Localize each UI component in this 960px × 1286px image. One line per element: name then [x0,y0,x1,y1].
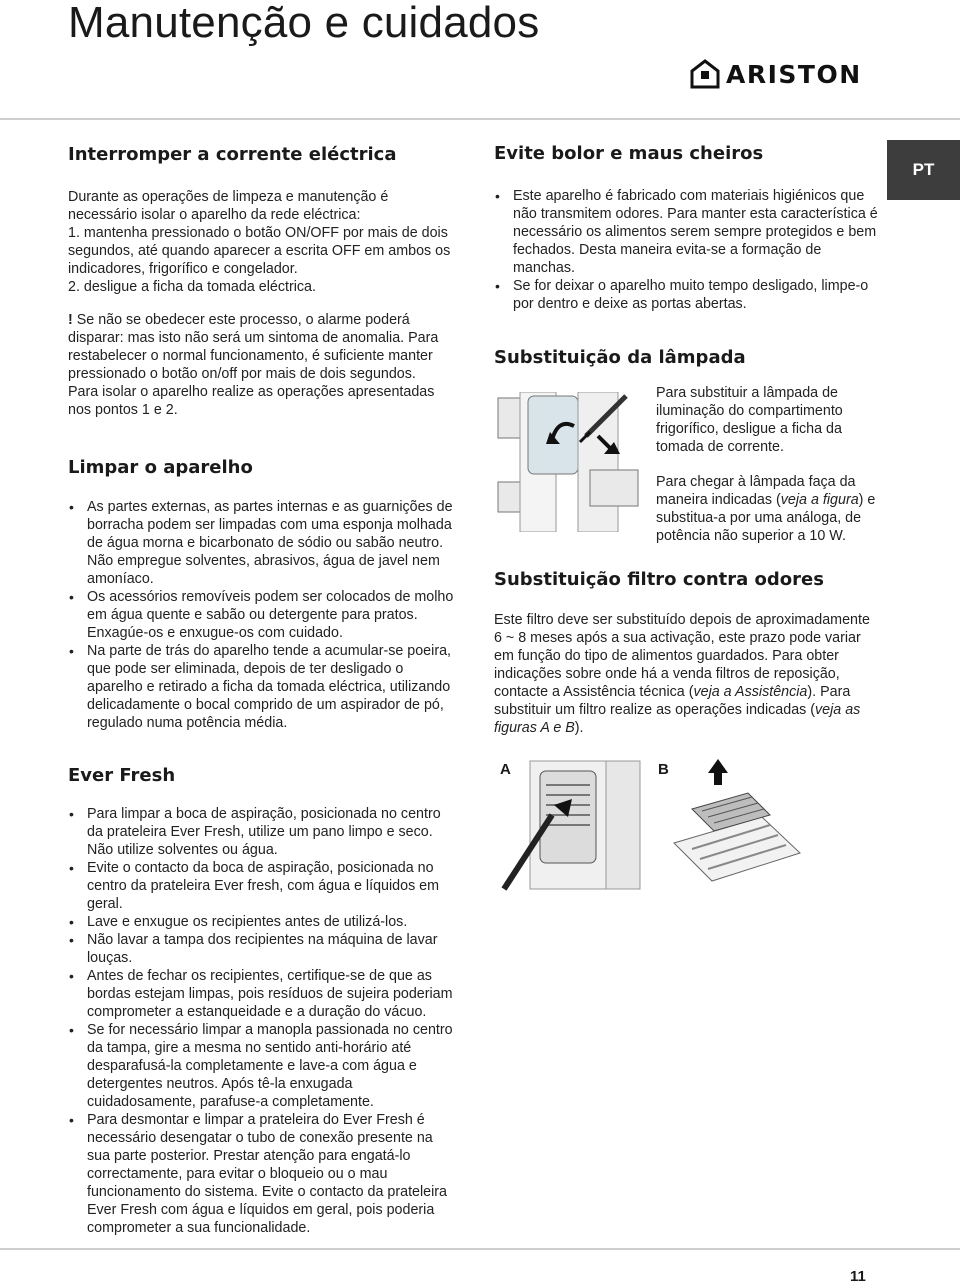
text-line: indicadores, frigorífico e congelador. [68,260,298,277]
section-heading: Ever Fresh [68,765,176,787]
section-lamp [494,347,880,546]
lamp-instruction: Para substituir a lâmpada de iluminação do compartimento frigorífico, desligue a ficha da tomada de corrente. [656,385,843,456]
figure-label: B [658,760,669,778]
section-heading: Substituição filtro contra odores [494,569,824,591]
section-heading: Limpar o aparelho [68,456,253,478]
section-ever-fresh [68,765,454,1237]
list-item: • As partes externas, as partes internas e as guarnições de borracha podem ser limpadas com uma esponja molhada de água morna e bicarbonato de sódio ou sabão neutro. Não empregue solventes, abrasivos, água de javel nem amoníaco. [68,498,454,588]
house-logo-icon [690,59,720,89]
text-line: Se não se obedecer este processo, o alarme poderá [72,311,410,328]
right-column [494,140,880,894]
left-column [68,140,454,1237]
figure-label: A [500,760,511,778]
list-item: • Evite o contacto da boca de aspiração, posicionada no centro da prateleira Ever fresh, com água e líquidos em geral. [68,859,454,913]
text-line: necessário isolar o aparelho da rede eléctrica: [68,206,361,223]
filter-insertion-illustration [652,759,802,894]
lamp-instruction: Para chegar à lâmpada faça da maneira indicadas (veja a figura) e substitua-a por uma análoga, de potência não superior a 10 W. [656,474,876,545]
brand-name: ARISTON [726,59,862,89]
list-item: • Se for deixar o aparelho muito tempo desligado, limpe-o por dentro e deixe as portas abertas. [494,277,880,313]
section-cleaning [68,457,454,733]
section-heading: Evite bolor e maus cheiros [494,143,764,164]
section-heading: Interromper a corrente eléctrica [68,144,397,165]
power-off-instructions [68,188,454,296]
section-odour-filter [494,569,880,894]
footer-divider [0,1248,960,1250]
ever-fresh-list [68,805,454,1237]
section-heading: Substituição da lâmpada [494,346,746,368]
list-item: • Os acessórios removíveis podem ser colocados de molho em água quente e sabão ou detergente para pratos. Enxagúe-os e enxugue-os com cuidado. [68,588,454,642]
cleaning-list [68,498,454,732]
page-number: 11 [850,1268,866,1285]
text-line: Durante as operações de limpeza e manutenção é [68,188,389,205]
text-line: pressionado o botão on/off por mais de dois segundos. [68,365,416,382]
filter-removal-illustration [494,759,644,894]
section-power-off [68,144,454,419]
text-line: restabelecer o normal funcionamento, é suficiente manter [68,347,433,364]
list-item: • Para limpar a boca de aspiração, posicionada no centro da prateleira Ever Fresh, utilize um pano limpo e seco. Não utilize solventes ou água. [68,805,454,859]
warning-icon: ! [68,311,73,328]
page-title: Manutenção e cuidados [68,0,540,47]
figure-a [494,759,644,894]
list-item: • Se for necessário limpar a manopla passionada no centro da tampa, gire a mesma no sentido anti-horário até desparafusá-la completamente e lave-a com água e detergentes neutros. Após tê-la enxugada cuidadosamente, parafuse-a completamente. [68,1021,454,1111]
lamp-replacement-illustration [494,392,644,532]
list-item: • Este aparelho é fabricado com materiais higiénicos que não transmitem odores. Para manter esta característica é necessário os alimentos serem sempre protegidos e bem fechados. Desta maneira evita-se a formação de manchas. [494,187,880,277]
ariston-logo [690,57,876,91]
list-item: • Não lavar a tampa dos recipientes na máquina de lavar louças. [68,931,454,967]
list-item: • Lave e enxugue os recipientes antes de utilizá-los. [68,913,454,931]
list-item: • Na parte de trás do aparelho tende a acumular-se poeira, que pode ser eliminada, depois de ter desligado o aparelho e retirado a ficha da tomada eléctrica, utilizando delicadamente o bocal comprido de um aspirador de pó, regulado numa potência média. [68,642,454,732]
section-mould-odour [494,143,880,313]
text-line: Para isolar o aparelho realize as operações apresentadas [68,383,435,400]
text-line: nos pontos 1 e 2. [68,401,178,418]
header-divider [0,118,960,120]
text-line: 1. mantenha pressionado o botão ON/OFF por mais de dois [68,224,448,241]
text-line: segundos, até quando aparecer a escrita OFF em ambos os [68,242,451,259]
list-item: • Antes de fechar os recipientes, certifique-se de que as bordas estejam limpas, pois resíduos de sujeira poderiam comprometer a estanqueidade e a duração do vácuo. [68,967,454,1021]
mould-list [494,187,880,313]
language-tab: PT [887,140,960,200]
list-item: • Para desmontar e limpar a prateleira do Ever Fresh é necessário desengatar o tubo de conexão presente na sua parte posterior. Prestar atenção para engatá-lo correctamente, para evitar o bloqueio ou o mau funcionamento do sistema. Evite o contacto da prateleira Ever Fresh com água e líquidos em geral, pois poderia comprometer a sua funcionalidade. [68,1111,454,1237]
text-line: 2. desligue a ficha da tomada eléctrica. [68,278,316,295]
figure-b [652,759,802,894]
text-line: disparar: mas isto não será um sintoma de anomalia. Para [68,329,439,346]
warning-paragraph [68,311,454,419]
filter-instruction: Este filtro deve ser substituído depois de aproximadamente 6 ~ 8 meses após a sua activação, este prazo pode variar em função do tipo de alimentos guardados. Para obter indicações sobre onde há a venda filtros de reposição, contacte a Assistência técnica (veja a Assistência). Para substituir um filtro realize as operações indicadas (veja as figuras A e B). [494,611,870,736]
